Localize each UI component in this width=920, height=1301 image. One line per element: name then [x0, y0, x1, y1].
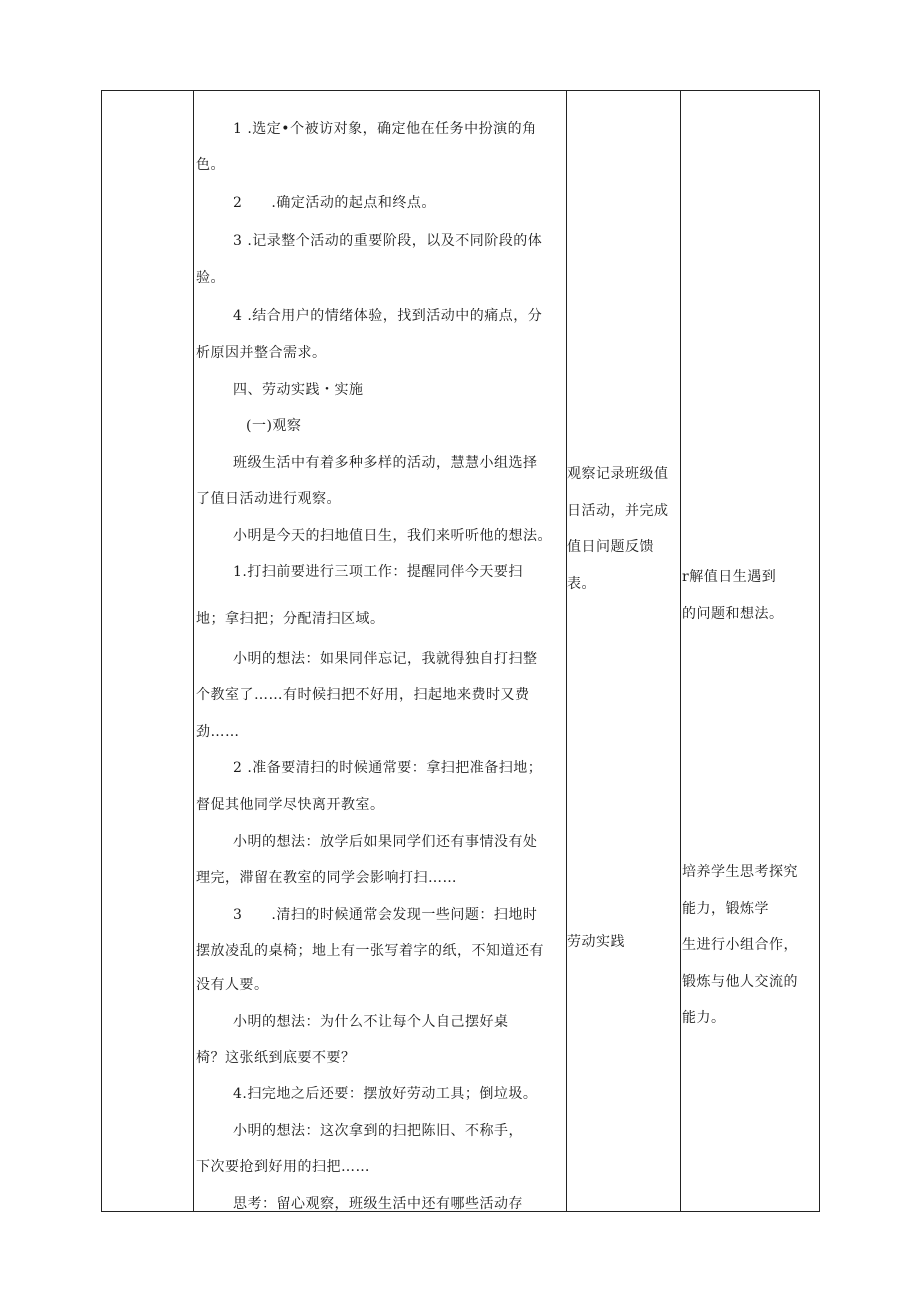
section-heading: 四、劳动实践・实施: [233, 382, 364, 398]
subsection-heading: (一)观察: [246, 418, 302, 434]
content-line: 验。: [196, 270, 225, 286]
activity-line: 值日问题反馈: [567, 539, 654, 555]
content-line: 劲……: [196, 724, 240, 740]
content-line: 色。: [196, 157, 225, 173]
content-line: 3 .清扫的时候通常会发现一些问题：扫地时: [233, 907, 538, 923]
content-line: 地；拿扫把；分配清扫区域。: [196, 611, 385, 627]
content-line: 没有人要。: [196, 977, 269, 993]
content-line: 个教室了……有时候扫把不好用，扫起地来费时又费: [196, 687, 530, 703]
content-line: 4.扫完地之后还要：摆放好劳动工具；倒垃圾。: [233, 1086, 538, 1102]
content-line: 3 .记录整个活动的重要阶段，以及不同阶段的体: [233, 233, 543, 249]
intent-line: 培养学生思考探究: [682, 864, 798, 880]
column-divider: [193, 91, 194, 1211]
content-line: 小明是今天的扫地值日生，我们来听听他的想法。: [233, 528, 552, 544]
content-line: 小明的想法：这次拿到的扫把陈旧、不称手，: [233, 1123, 523, 1139]
content-line: 椅？这张纸到底要不要？: [196, 1050, 356, 1066]
content-line: 1 .选定•个被访对象，确定他在任务中扮演的角: [233, 121, 537, 137]
intent-line: 的问题和想法。: [682, 606, 784, 622]
column-divider: [680, 91, 681, 1211]
intent-line: 锻炼与他人交流的: [682, 974, 798, 990]
content-line: 析原因并整合需求。: [196, 345, 327, 361]
content-line: 思考：留心观察，班级生活中还有哪些活动存: [233, 1196, 523, 1212]
intent-line: 能力，锻炼学: [682, 901, 769, 917]
content-line: 了值日活动进行观察。: [196, 491, 341, 507]
content-line: 理完，滞留在教室的同学会影响打扫……: [196, 870, 457, 886]
content-line: 班级生活中有着多种多样的活动，慧慧小组选择: [233, 455, 538, 471]
activity-line: 表。: [567, 576, 596, 592]
content-line: 小明的想法：为什么不让每个人自己摆好桌: [233, 1014, 509, 1030]
intent-line: 能力。: [682, 1010, 726, 1026]
intent-line: 生进行小组合作，: [682, 937, 798, 953]
content-line: 1.打扫前要进行三项工作：提醒同伴今天要扫: [233, 564, 523, 580]
content-line: 4 .结合用户的情绪体验，找到活动中的痛点，分: [233, 308, 543, 324]
content-line: 督促其他同学尽快离开教室。: [196, 797, 385, 813]
column-divider: [566, 91, 567, 1211]
intent-line: r解值日生遇到: [682, 569, 777, 585]
content-line: 下次要抢到好用的扫把……: [196, 1159, 370, 1175]
activity-line: 劳动实践: [567, 934, 625, 950]
content-line: 小明的想法：放学后如果同学们还有事情没有处: [233, 834, 538, 850]
activity-line: 观察记录班级值: [567, 466, 669, 482]
content-line: 摆放凌乱的桌椅；地上有一张写着字的纸，不知道还有: [196, 943, 544, 959]
content-line: 小明的想法：如果同伴忘记，我就得独自打扫整: [233, 651, 538, 667]
activity-line: 日活动，并完成: [567, 503, 669, 519]
content-line: 2 .准备要清扫的时候通常要：拿扫把准备扫地；: [233, 760, 543, 776]
content-line: 2 .确定活动的起点和终点。: [233, 195, 436, 211]
